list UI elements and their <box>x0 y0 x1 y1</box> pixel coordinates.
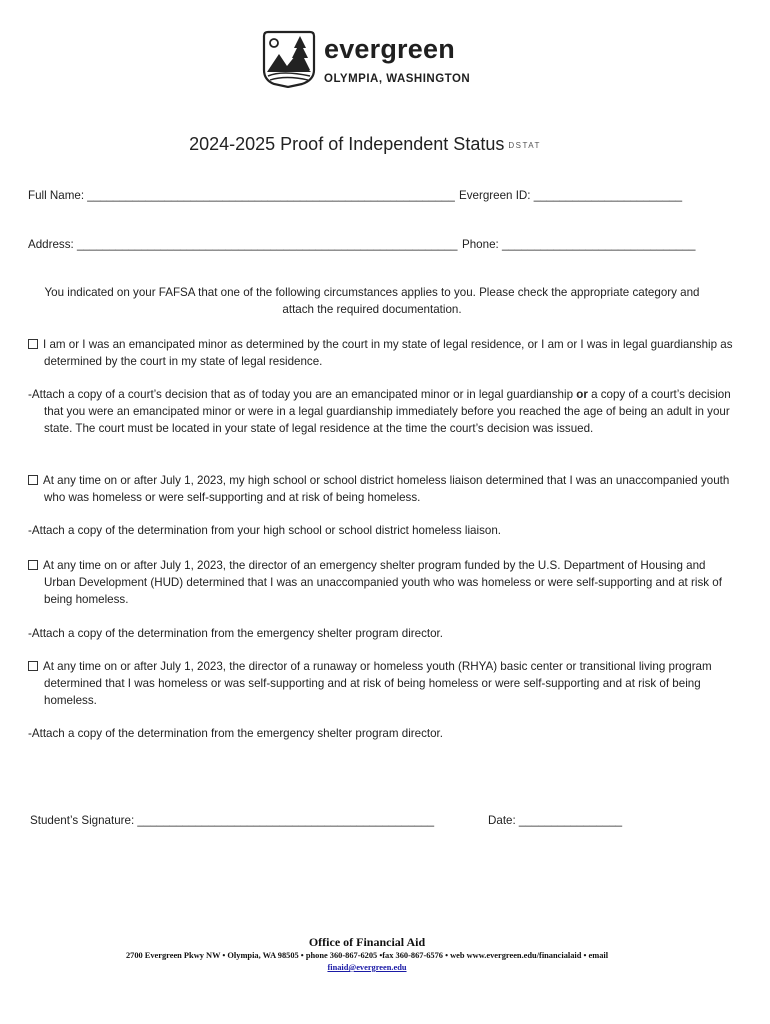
title-text: 2024-2025 Proof of Independent Status <box>189 134 505 154</box>
form-code: DSTAT <box>508 141 541 150</box>
phone-field[interactable]: Phone: ______________________________ <box>462 238 696 251</box>
full-name-field[interactable]: Full Name: _________________________________________________________ <box>28 189 455 202</box>
attach-instruction-rhya: -Attach a copy of the determination from the emergency shelter program director. <box>28 727 443 740</box>
option-emancipated-minor[interactable] <box>28 336 734 370</box>
checkbox-rhya-program[interactable] <box>28 661 38 671</box>
footer-address-text: 2700 Evergreen Pkwy NW • Olympia, WA 98505 • phone 360-867-6205 •fax 360-867-6576 • web www.evergreen.edu/financialaid • email <box>125 951 609 960</box>
option-hud-shelter-text: At any time on or after July 1, 2023, the director of an emergency shelter program funded by the U.S. Department of Housing and Urban Development (HUD) determined that I was an unaccompanied youth who was homeless or were self-supporting and at risk of being homeless. <box>43 559 722 607</box>
date-field[interactable]: Date: ________________ <box>488 814 623 827</box>
attach-instruction-court <box>28 386 734 438</box>
attach-court-bold: or <box>576 388 588 401</box>
attach-court-text-a: -Attach a copy of a court’s decision that as of today you are an emancipated minor or in legal guardianship <box>28 388 577 401</box>
option-homeless-liaison-text: At any time on or after July 1, 2023, my high school or school district homeless liaison determined that I was an unaccompanied youth who was homeless or were self-supporting and at risk of being homeless. <box>43 474 730 505</box>
footer-email-link[interactable]: finaid@evergreen.edu <box>327 963 407 972</box>
logo-location: OLYMPIA, WASHINGTON <box>324 73 471 85</box>
footer-address <box>60 950 674 974</box>
option-homeless-liaison[interactable] <box>28 472 734 506</box>
checkbox-emancipated-minor[interactable] <box>28 339 38 349</box>
intro-text: You indicated on your FAFSA that one of the following circumstances applies to you. Please check the appropriate category and attach the required documentation. <box>44 286 700 317</box>
attach-instruction-liaison: -Attach a copy of the determination from your high school or school district homeless liaison. <box>28 524 501 537</box>
checkbox-homeless-liaison[interactable] <box>28 475 38 485</box>
option-emancipated-minor-text: I am or I was an emancipated minor as determined by the court in my state of legal residence, or I am or I was in legal guardianship as determined by the court in my state of legal residence. <box>43 338 733 369</box>
footer-office: Office of Financial Aid <box>308 935 426 949</box>
address-field[interactable]: Address: ___________________________________________________________ <box>28 238 458 251</box>
option-rhya-program-text: At any time on or after July 1, 2023, the director of a runaway or homeless youth (RHYA) basic center or transitional living program determined that I was homeless or was self-supporting and at risk of being homeless or were self-supporting and at risk of being homeless. <box>43 660 712 708</box>
option-hud-shelter[interactable] <box>28 557 734 609</box>
attach-instruction-shelter: -Attach a copy of the determination from the emergency shelter program director. <box>28 627 443 640</box>
attach-court-text-b: a copy of a court’s decision that you were an emancipated minor or were in a legal guardianship immediately before you reached the age of being an adult in your state. The court must be located in your state of legal residence at the time the court’s decision was issued. <box>44 388 731 436</box>
option-rhya-program[interactable] <box>28 658 734 710</box>
logo-wordmark: evergreen <box>324 34 455 64</box>
evergreen-id-field[interactable]: Evergreen ID: _______________________ <box>459 189 683 202</box>
signature-field[interactable]: Student’s Signature: ______________________________________________ <box>30 814 435 827</box>
checkbox-hud-shelter[interactable] <box>28 560 38 570</box>
evergreen-logo-icon <box>262 30 316 88</box>
page-title <box>0 133 730 157</box>
